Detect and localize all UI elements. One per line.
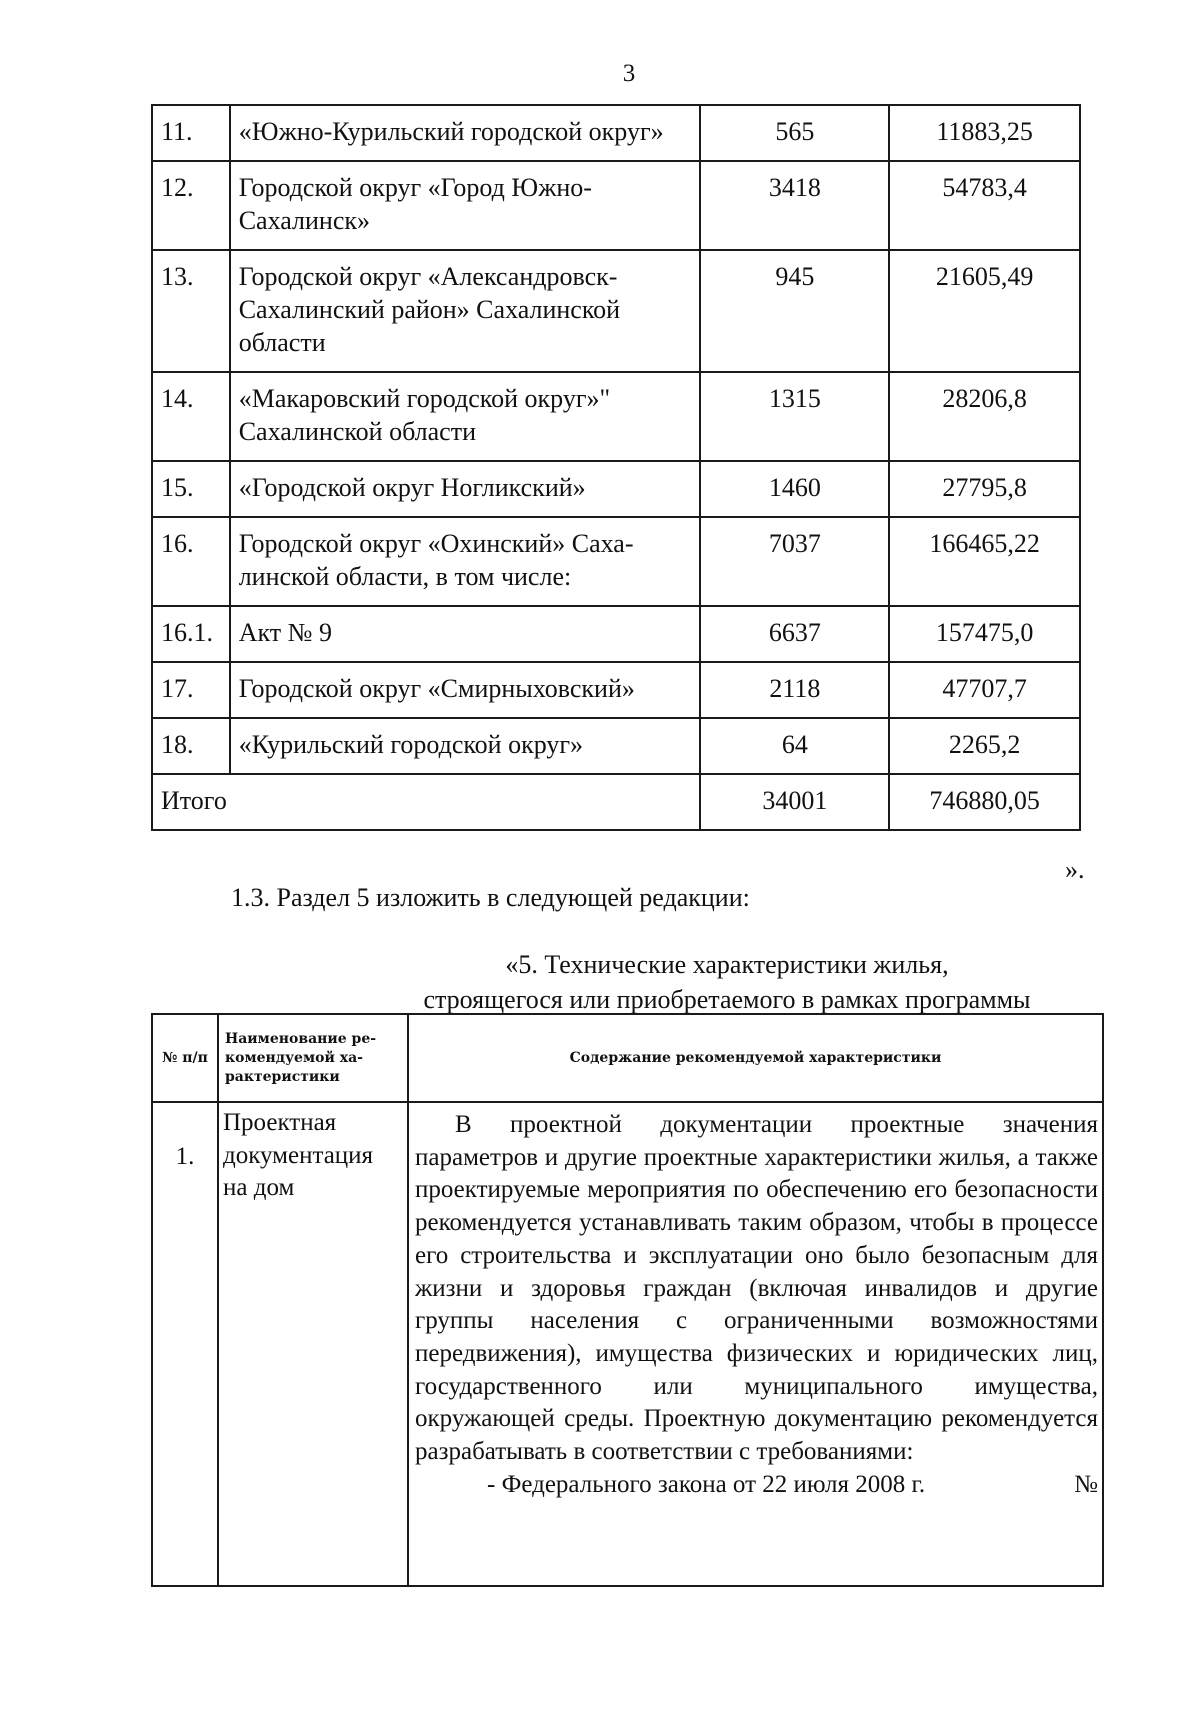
row-amount: 21605,49 xyxy=(889,250,1080,372)
row-name: Городской округ «Город Южно-Сахалинск» xyxy=(230,161,701,250)
total-count: 34001 xyxy=(700,774,889,830)
row-amount: 54783,4 xyxy=(889,161,1080,250)
table-row xyxy=(152,1102,1103,1586)
section-heading-line1: «5. Технические характеристики жилья, xyxy=(505,950,949,979)
row-count: 1315 xyxy=(700,372,889,461)
row-name: «Макаровский городской округ»" Сахалинской области xyxy=(230,372,701,461)
row-count: 2118 xyxy=(700,662,889,718)
table-row xyxy=(152,517,1080,606)
table-row xyxy=(152,718,1080,774)
row-count: 565 xyxy=(700,105,889,161)
row-num: 12. xyxy=(152,161,230,250)
page-number: 3 xyxy=(622,60,636,87)
row-count: 945 xyxy=(700,250,889,372)
row-num: 18. xyxy=(152,718,230,774)
row-name: «Курильский городской округ» xyxy=(230,718,701,774)
municipal-table xyxy=(151,104,1081,831)
row-name: «Южно-Курильский городской округ» xyxy=(230,105,701,161)
row-content xyxy=(408,1102,1103,1586)
total-label: Итого xyxy=(152,774,700,830)
row-amount: 47707,7 xyxy=(889,662,1080,718)
table-row xyxy=(152,105,1080,161)
law-line xyxy=(415,1469,1098,1502)
row-amount: 27795,8 xyxy=(889,461,1080,517)
row-num: 16.1. xyxy=(152,606,230,662)
law-line-text: - Федерального закона от 22 июля 2008 г. xyxy=(487,1470,926,1498)
section-heading-line2: строящегося или приобретаемого в рамках программы xyxy=(423,985,1031,1014)
table-row xyxy=(152,372,1080,461)
table-row xyxy=(152,606,1080,662)
row-amount: 157475,0 xyxy=(889,606,1080,662)
row-count: 1460 xyxy=(700,461,889,517)
row-amount: 28206,8 xyxy=(889,372,1080,461)
row-name: Городской округ «Смирныховский» xyxy=(230,662,701,718)
table-row xyxy=(152,161,1080,250)
row-name: Акт № 9 xyxy=(230,606,701,662)
header-content: Содержание рекомендуемой характеристики xyxy=(408,1014,1103,1102)
table-row xyxy=(152,250,1080,372)
header-name: Наименование ре-комендуемой ха-рактеристики xyxy=(218,1014,408,1102)
row-content-text: В проектной документации проектные значения параметров и другие проектные характеристики жилья, а также проектируемые мероприятия по обеспечению его безопасности рекомендуется устанавливать таким образом, чтобы в процессе его строительства и эксплуатации оно было безопасным для жизни и здоровья граждан (включая инвалидов и другие группы населения с ограниченными возможностями передвижения), имущества физических и юридических лиц, государственного или муниципального имущества, окружающей среды. Проектную документацию рекомендуется разрабатывать в соответствии с требованиями: xyxy=(415,1111,1098,1466)
row-amount: 11883,25 xyxy=(889,105,1080,161)
law-number-sign: № xyxy=(1074,1470,1098,1498)
table-row xyxy=(152,662,1080,718)
row-count: 3418 xyxy=(700,161,889,250)
row-num: 16. xyxy=(152,517,230,606)
row-amount: 2265,2 xyxy=(889,718,1080,774)
row-count: 7037 xyxy=(700,517,889,606)
table-row xyxy=(152,461,1080,517)
row-name: Городской округ «Охинский» Саха-линской области, в том числе: xyxy=(230,517,701,606)
row-name: Проектная документация на дом xyxy=(218,1102,408,1586)
total-amount: 746880,05 xyxy=(889,774,1080,830)
row-amount: 166465,22 xyxy=(889,517,1080,606)
row-num: 14. xyxy=(152,372,230,461)
characteristics-table xyxy=(151,1013,1104,1587)
row-count: 64 xyxy=(700,718,889,774)
row-num: 11. xyxy=(152,105,230,161)
header-num: № п/п xyxy=(152,1014,218,1102)
row-num: 15. xyxy=(152,461,230,517)
table-header-row xyxy=(152,1014,1103,1102)
row-name: «Городской округ Ногликский» xyxy=(230,461,701,517)
row-count: 6637 xyxy=(700,606,889,662)
amendment-paragraph: 1.3. Раздел 5 изложить в следующей редакции: xyxy=(231,883,750,912)
closing-quote: ». xyxy=(1065,855,1085,884)
row-num: 13. xyxy=(152,250,230,372)
row-name: Городской округ «Александровск-Сахалинский район» Сахалинской области xyxy=(230,250,701,372)
row-num: 1. xyxy=(152,1102,218,1586)
total-row xyxy=(152,774,1080,830)
row-num: 17. xyxy=(152,662,230,718)
